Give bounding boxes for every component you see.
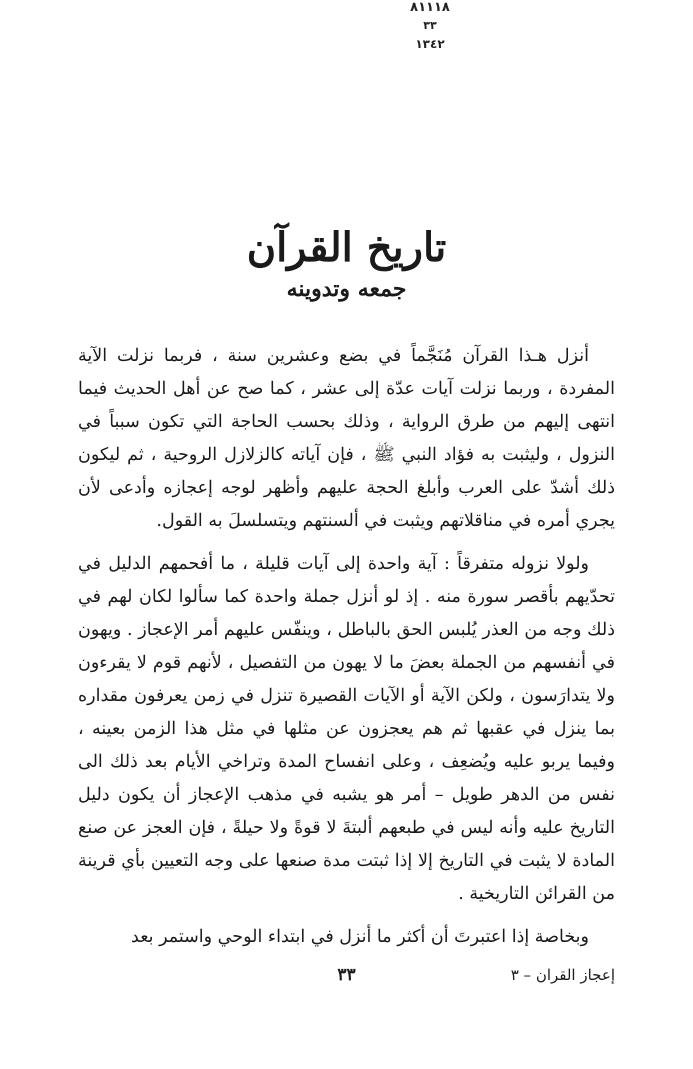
page-number: ٣٣ bbox=[337, 965, 356, 985]
paragraph: أنزل هـذا القرآن مُنَجَّماً في بضع وعشرين سنة ، فربما نزلت الآية المفردة ، وربما نزلت آيات عدّة إلى عشر ، كما صح عن أهل الحديث فيما انتهى إليهم من طرق الرواية ، وذلك بحسب الحاجة التي تكون سبباً في النزول ، وليثبت به فؤاد النبي ﷺ ، فإن آياته كالزلازل الروحية ، ثم ليكون ذلك أشدّ على العرب وأبلغ الحجة عليهم وأظهر لوجه إعجازه وأدعى لأن يجري أمره في مناقلاتهم ويثبت في ألسنتهم ويتسلسلَ به القول. bbox=[78, 346, 615, 531]
chapter-subtitle: جمعه وتدوينه bbox=[286, 276, 407, 302]
catalog-number: ٨١١١٨ bbox=[410, 0, 450, 15]
shelf-mark: ٣٣ bbox=[423, 19, 437, 32]
manuscript-marks bbox=[400, 0, 460, 54]
year-mark: ١٣٤٢ bbox=[415, 37, 445, 51]
chapter-title: تاريخ القرآن bbox=[246, 224, 447, 271]
paragraph: ولولا نزوله متفرقاً : آية واحدة إلى آيات قليلة ، ما أفحمهم الدليل في تحدّيهم بأقصر سورة منه . إذ لو أنزل جملة واحدة كما سألوا لكان لهم في ذلك وجه من العذر يُلبس الحق بالباطل ، وينفّس عليهم أمر الإعجاز . ويهون في أنفسهم من الجملة بعضَ ما لا يهون من التفصيل ، لأنهم قوم لا يقرءون ولا يتدارَسون ، ولكن الآية أو الآيات القصيرة تنزل في زمن يعرفون مقداره بما ينزل في عقبها ثم هم يعجزون عن مثلها في مثل هذا الزمن بعينه ، وفيما يربو عليه ويُضعِف ، وعلى انفساح المدة وتراخي الأيام بعد ذلك الى نفس من الدهر طويل – أمر هو يشبه في مذهب الإعجاز أن يكون دليل التاريخ عليه وأنه ليس في طبعهم ألبتةَ لا قوةً ولا حيلةً ، فإن العجز عن صنع المادة لا يثبت في التاريخ إلا إذا ثبتت مدة صنعها على وجه التعيين بأي قرينة من القرائن التاريخية . bbox=[78, 554, 615, 904]
page-footer bbox=[78, 962, 615, 988]
printer-signature: إعجاز القران – ٣ bbox=[510, 966, 615, 984]
paragraph: وبخاصة إذا اعتبرتَ أن أكثر ما أنزل في ابتداء الوحي واستمر بعد bbox=[131, 927, 589, 947]
chapter-heading bbox=[0, 222, 693, 304]
body-text bbox=[78, 340, 615, 964]
